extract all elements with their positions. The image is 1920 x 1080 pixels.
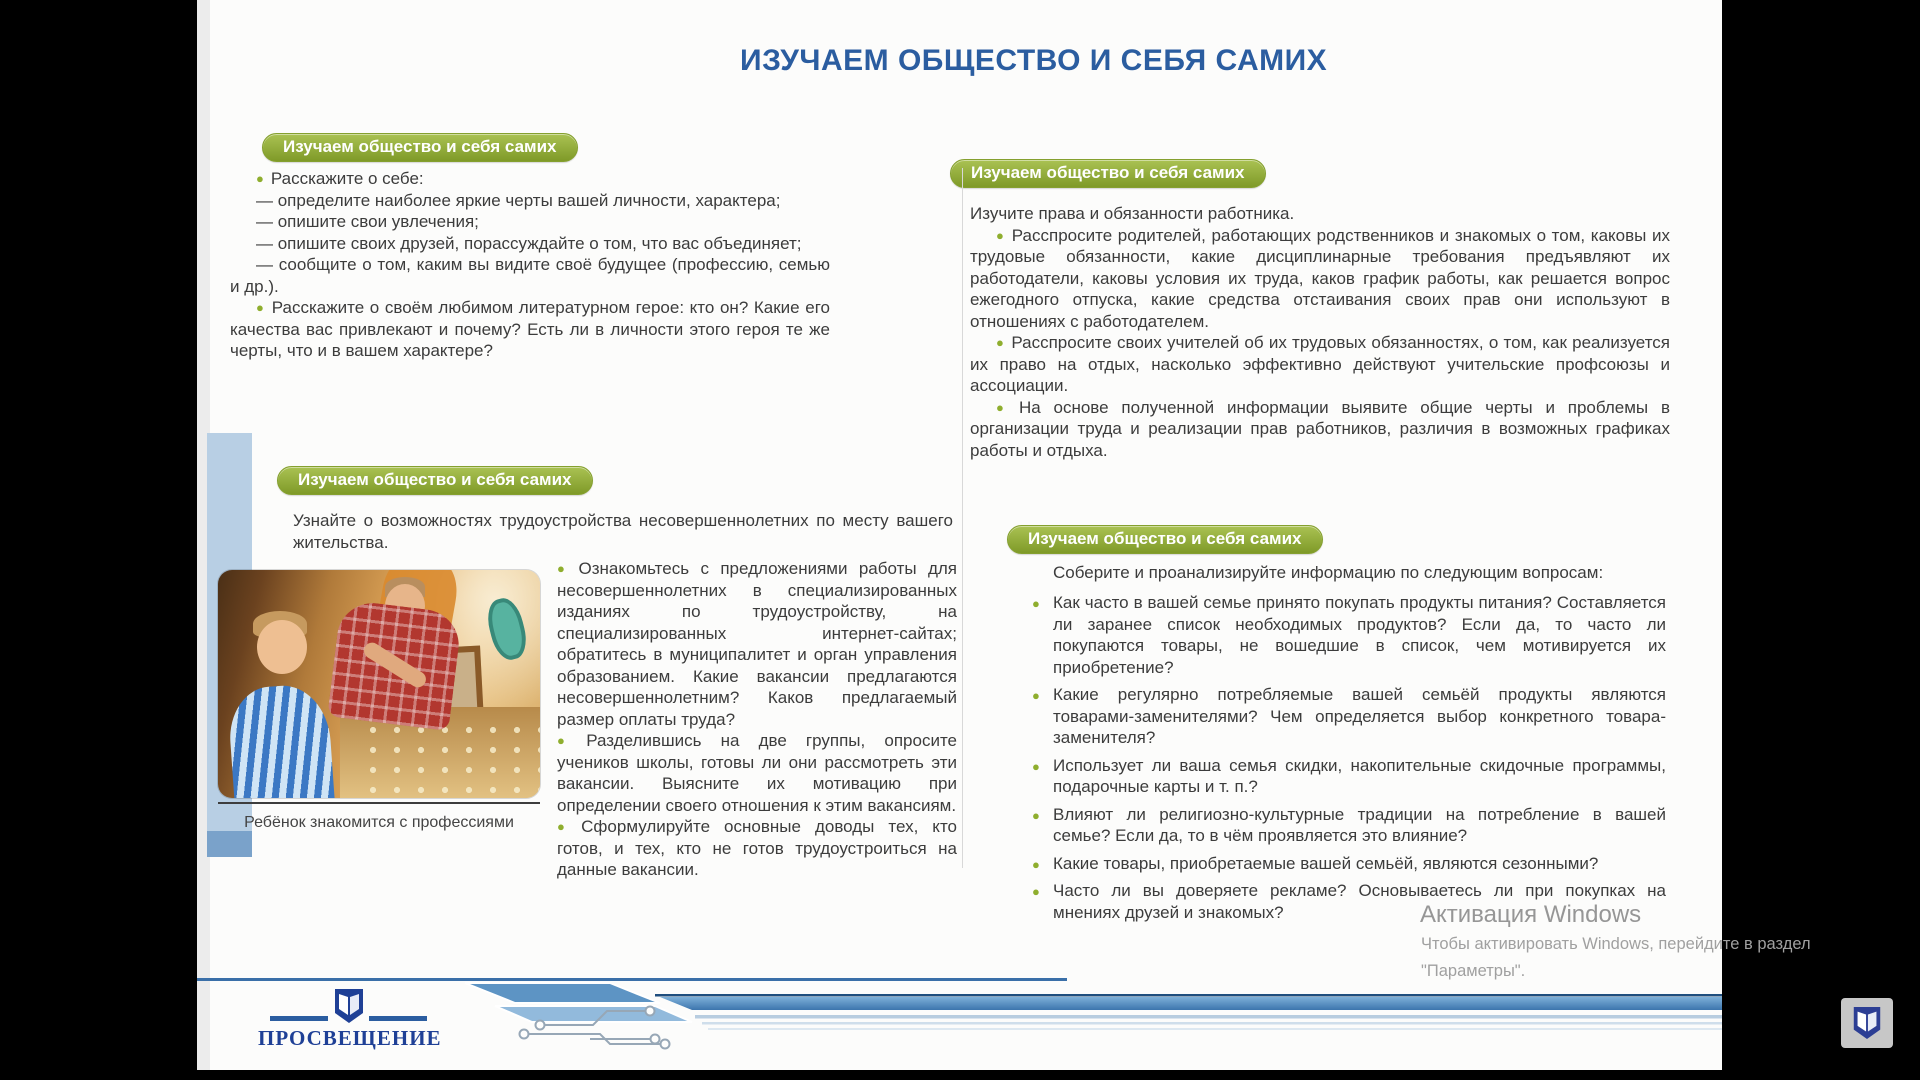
bullet-icon: ●	[996, 335, 1005, 350]
list-item: — определите наиболее яркие черты вашей личности, характера;	[256, 190, 781, 210]
bullet-icon: ●	[1032, 807, 1040, 823]
bottom-black-bar	[0, 1070, 1920, 1080]
list-item: — сообщите о том, каким вы видите своё будущее (профессию, семью и др.).	[230, 255, 830, 296]
list-item: ● Ознакомьтесь с предложениями работы для несовершеннолетних в специализированных изданиях по трудоустройству, на специализированных интернет-сайтах; обратитесь в муниципалитет и орган управления образованием. Какие вакансии предлагаются несовершеннолетним? Каков предлагаемый размер оплаты труда?	[557, 559, 957, 729]
bullet-icon: ●	[256, 171, 264, 186]
list-item: ● Использует ли ваша семья скидки, накопительные скидочные программы, подарочные карты и т. п.?	[1032, 755, 1666, 796]
publisher-name: ПРОСВЕЩЕНИЕ	[258, 1026, 442, 1050]
list-item: ● Разделившись на две группы, опросите учеников школы, готовы ли они рассмотреть эти вакансии. Выясните их мотивацию при определении своего отношения к этим вакансиям.	[557, 731, 957, 815]
block3-text	[557, 558, 957, 881]
section-badge: Изучаем общество и себя самих	[277, 466, 593, 495]
bullet-icon: ●	[557, 733, 580, 748]
list-item: ● Влияют ли религиозно-культурные традиции на потребление в вашей семье? Если да, то в чём проявляется это влияние?	[1032, 804, 1666, 845]
bullet-icon: ●	[1032, 596, 1040, 611]
list-item: ● Расспросите своих учителей об их трудовых обязанностях, о том, как реализуется их право на отдых, насколько эффективно действуют учительские профсоюзы и ассоциации.	[970, 333, 1670, 395]
photo-wood-shavings	[363, 720, 540, 798]
logo-right-bar	[369, 1016, 427, 1021]
bullet-icon: ●	[996, 399, 1012, 415]
logo-left-bar	[270, 1016, 328, 1021]
block4-intro: Соберите и проанализируйте информацию по следующим вопросам:	[1053, 563, 1604, 582]
footer-circuit-decoration	[440, 979, 1722, 1051]
photo-boy-head	[257, 620, 307, 674]
bullet-icon: ●	[1032, 758, 1040, 774]
bullet-icon: ●	[557, 561, 572, 576]
list-item: ● Какие регулярно потребляемые вашей семьёй продукты являются товарами-заменителями? Чем определяется выбор конкретного товара-заменителя?	[1032, 685, 1666, 747]
decorative-blue-strip-end	[207, 831, 252, 857]
block3-intro: Узнайте о возможностях трудоустройства несовершеннолетних по месту вашего жительства.	[293, 511, 953, 552]
column-divider	[962, 168, 963, 868]
list-item: ● Какие товары, приобретаемые вашей семьёй, являются сезонными?	[1030, 853, 1666, 875]
section-badge: Изучаем общество и себя самих	[262, 133, 578, 162]
bullet-icon: ●	[1032, 884, 1040, 899]
list-item: ● Расскажите о своём любимом литературном герое: кто он? Какие его качества вас привлекают и почему? Есть ли в личности этого героя те же черты, что и в вашем характере?	[230, 298, 830, 360]
block2-intro: Изучите права и обязанности работника.	[970, 204, 1295, 223]
photo-caption: Ребёнок знакомится с профессиями	[244, 814, 514, 831]
bullet-icon: ●	[1032, 688, 1040, 703]
list-item: ● Сформулируйте основные доводы тех, кто готов, и тех, кто не готов трудоустроиться на данные вакансии.	[557, 817, 957, 879]
workshop-photo	[218, 570, 540, 798]
block4-text	[1030, 586, 1666, 923]
caption-rule	[218, 802, 540, 804]
publisher-app-tray-icon[interactable]	[1841, 998, 1893, 1048]
bullet-icon: ●	[557, 819, 575, 834]
publisher-logo-icon	[334, 988, 364, 1024]
bullet-icon: ●	[256, 300, 265, 315]
page-title: ИЗУЧАЕМ ОБЩЕСТВО И СЕБЯ САМИХ	[740, 44, 1328, 77]
bullet-icon: ●	[996, 227, 1005, 243]
section-badge: Изучаем общество и себя самих	[950, 159, 1266, 188]
list-item: ● Часто ли вы доверяете рекламе? Основываетесь ли при покупках на мнениях друзей и знакомых?	[1032, 881, 1666, 922]
block2-text	[970, 203, 1670, 461]
photo-boy-striped-shirt	[227, 682, 336, 798]
list-item: — опишите свои увлечения;	[256, 212, 479, 231]
windows-activation-title: Активация Windows	[1420, 901, 1642, 928]
list-item: ● На основе полученной информации выявите общие черты и проблемы в организации труда и реализации прав работников, различия в возможных графиках работы и отдыха.	[970, 397, 1670, 460]
bullet-icon: ●	[1032, 856, 1040, 872]
block1-text	[230, 168, 830, 362]
publisher-logo-icon	[1852, 1006, 1882, 1040]
list-item: — опишите своих друзей, порассуждайте о том, что вас объединяет;	[256, 233, 802, 253]
list-item: ● Как часто в вашей семье принято покупать продукты питания? Составляется ли заранее список необходимых продуктов? Если да, то часто ли покупаются товары, не вошедшие в список, чем мотивируется их приобретение?	[1032, 593, 1666, 677]
windows-activation-line1: Чтобы активировать Windows, перейдите в раздел	[1421, 935, 1811, 953]
windows-activation-line2: "Параметры".	[1421, 962, 1526, 980]
section-badge: Изучаем общество и себя самих	[1007, 525, 1323, 554]
list-item: ● Расскажите о себе:	[256, 169, 424, 188]
list-item: ● Расспросите родителей, работающих родственников и знакомых о том, каковы их трудовые обязанности, какие дисциплинарные требования предъявляют их работодатели, каковы условия их труда, каков график работы, как решается вопрос ежегодного отпуска, какие средства отстаивания своих прав они используют в отношениях с работодателем.	[970, 225, 1671, 331]
